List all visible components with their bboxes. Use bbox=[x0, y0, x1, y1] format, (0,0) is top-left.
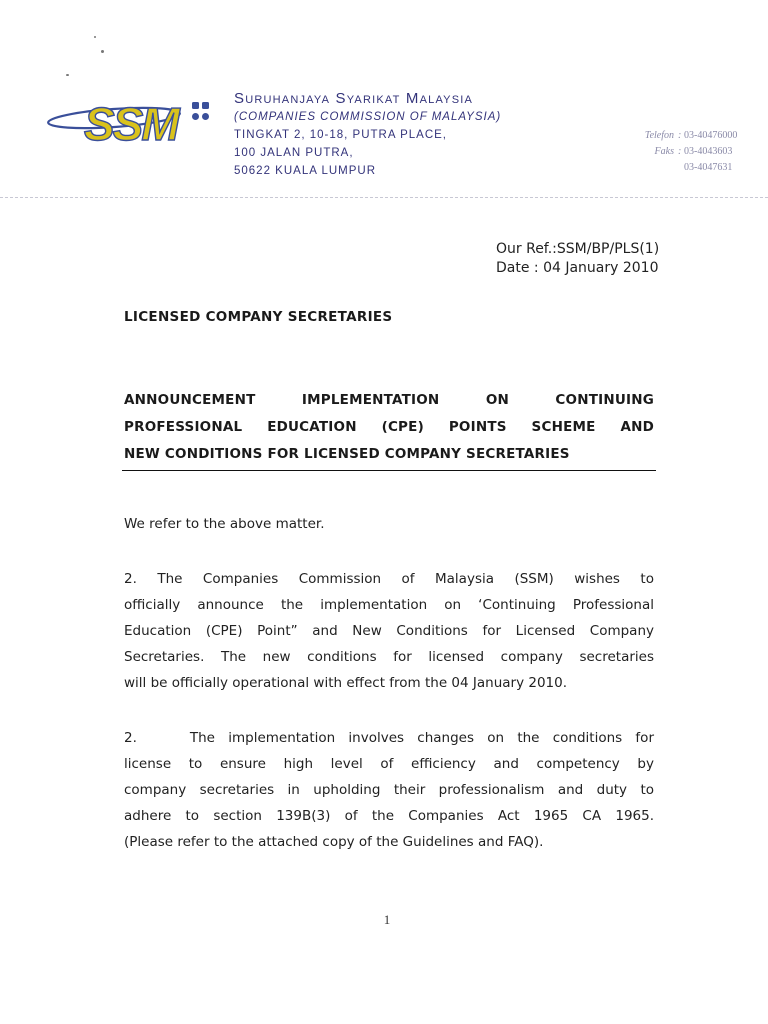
letter-date: Date : 04 January 2010 bbox=[496, 260, 659, 276]
paragraph-line: adhere to section 139B(3) of the Companies Act 1965 CA 1965. bbox=[124, 808, 654, 824]
paragraph bbox=[124, 566, 654, 696]
contact-row: Faks : 03-4043603 bbox=[636, 144, 768, 160]
paragraph-line: 2. The implementation involves changes on the conditions for bbox=[124, 730, 654, 746]
org-name: Suruhanjaya Syarikat Malaysia bbox=[234, 90, 474, 107]
subject-line: PROFESSIONAL EDUCATION (CPE) POINTS SCHEME AND bbox=[124, 419, 654, 435]
paragraph-line: We refer to the above matter. bbox=[124, 516, 325, 532]
contact-value: 03-40476000 bbox=[684, 130, 738, 141]
paragraph-line: Secretaries. The new conditions for licensed company secretaries bbox=[124, 649, 654, 665]
subject-line: NEW CONDITIONS FOR LICENSED COMPANY SECRETARIES bbox=[124, 446, 570, 462]
paragraph-line: officially announce the implementation on ‘Continuing Professional bbox=[124, 597, 654, 613]
paragraph bbox=[124, 511, 654, 537]
contact-row: Telefon : 03-40476000 bbox=[636, 128, 768, 144]
scan-speck bbox=[94, 36, 96, 38]
logo-text: SSM bbox=[84, 98, 178, 150]
paragraph bbox=[124, 725, 654, 855]
organisation-block bbox=[234, 90, 501, 180]
contact-label: Telefon bbox=[644, 130, 674, 141]
contact-label bbox=[636, 160, 678, 176]
reference-block bbox=[496, 240, 659, 278]
contact-label: Faks bbox=[654, 146, 674, 157]
contact-row bbox=[636, 160, 768, 176]
address-line: 100 JALAN PUTRA, bbox=[234, 147, 354, 159]
org-name-english: (COMPANIES COMMISSION OF MALAYSIA) bbox=[234, 111, 502, 123]
subject-heading bbox=[124, 387, 654, 468]
contact-block bbox=[636, 128, 768, 176]
contact-value: 03-4043603 bbox=[684, 146, 733, 157]
logo-dots-icon bbox=[192, 102, 209, 120]
paragraph-line: company secretaries in upholding their professionalism and duty to bbox=[124, 782, 654, 798]
our-reference: Our Ref.:SSM/BP/PLS(1) bbox=[496, 241, 660, 257]
scan-speck bbox=[66, 74, 69, 76]
page-number: 1 bbox=[383, 912, 391, 927]
paragraph-line: will be officially operational with effect from the 04 January 2010. bbox=[124, 675, 568, 691]
paragraph-line: 2. The Companies Commission of Malaysia (SSM) wishes to bbox=[124, 571, 654, 587]
paragraph-line: (Please refer to the attached copy of the Guidelines and FAQ). bbox=[124, 834, 544, 850]
scan-speck bbox=[101, 50, 104, 53]
subject-underline bbox=[122, 470, 656, 471]
ssm-logo bbox=[44, 92, 214, 152]
address-line: TINGKAT 2, 10-18, PUTRA PLACE, bbox=[234, 129, 448, 141]
address-line: 50622 KUALA LUMPUR bbox=[234, 165, 377, 177]
contact-value: 03-4047631 bbox=[684, 162, 733, 173]
subject-line: ANNOUNCEMENT IMPLEMENTATION ON CONTINUING bbox=[124, 392, 654, 408]
paragraph-line: Education (CPE) Point” and New Conditions for Licensed Company bbox=[124, 623, 654, 639]
paragraph-line: license to ensure high level of efficiency and competency by bbox=[124, 756, 654, 772]
addressee-heading: LICENSED COMPANY SECRETARIES bbox=[124, 309, 393, 325]
letterhead-divider bbox=[0, 197, 768, 198]
